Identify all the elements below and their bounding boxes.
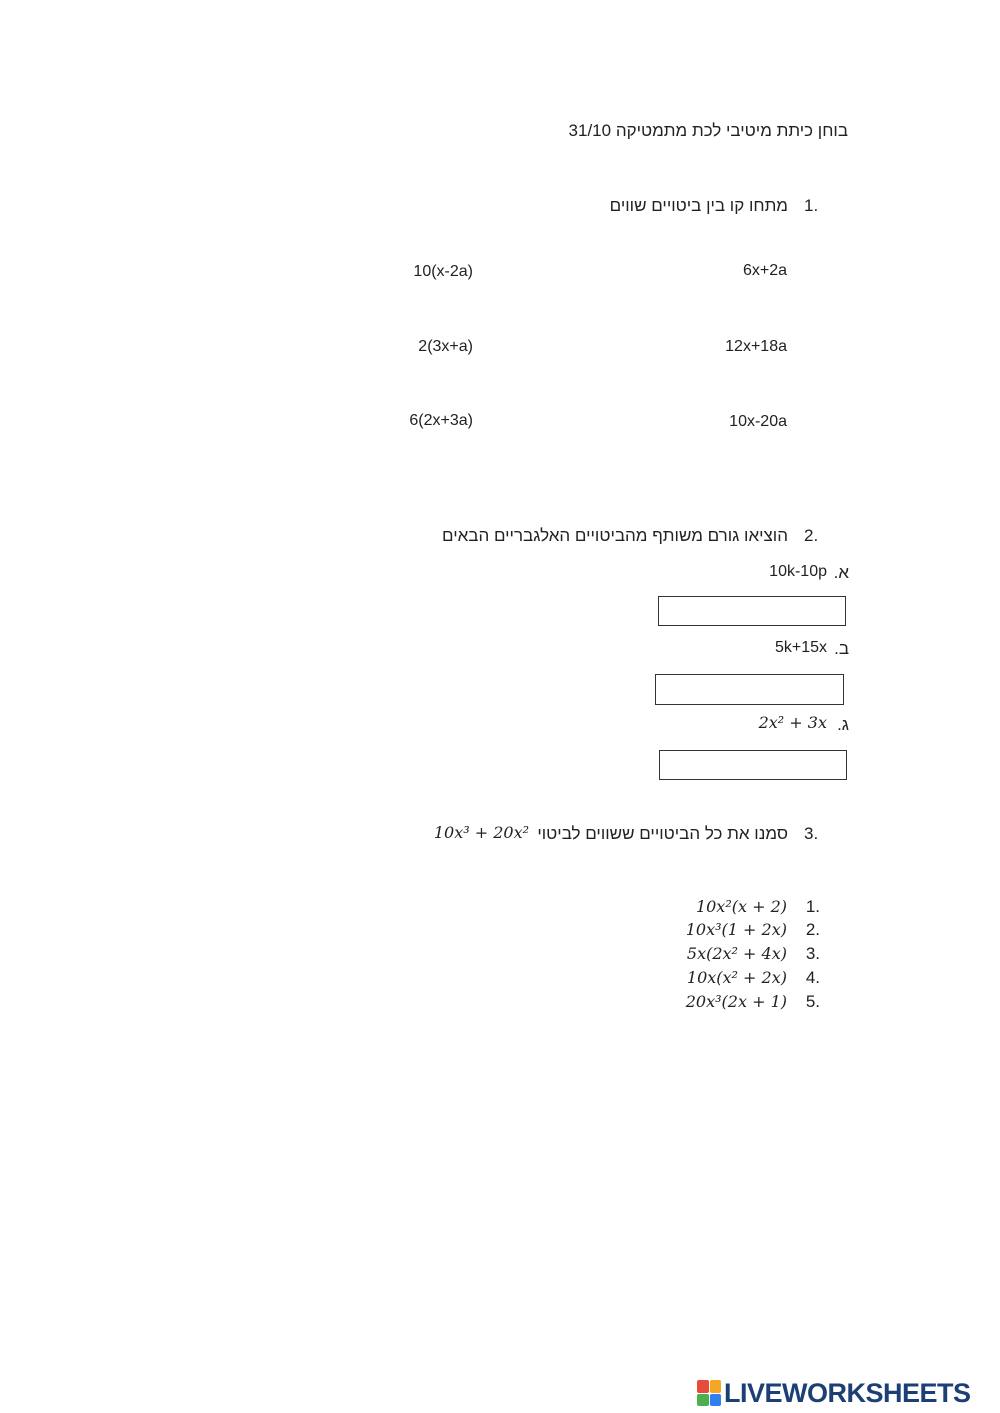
q1-right-expr-1[interactable]: 6x+2a [742, 262, 787, 279]
q1-number: 1. [804, 196, 819, 215]
liveworksheets-logo [697, 1378, 971, 1408]
q2-answer-c-box[interactable] [659, 750, 847, 780]
q3-option-1-expr[interactable]: 10x²(x + 2) [695, 897, 787, 916]
q3-option-2-expr[interactable]: 10x³(1 + 2x) [685, 920, 787, 939]
q2-answer-a-box[interactable] [658, 596, 846, 626]
q2-item-c-letter: ג. [837, 715, 849, 734]
q3-option-4[interactable] [600, 968, 825, 990]
q3-option-5-expr[interactable]: 20x³(2x + 1) [685, 992, 787, 1011]
q3-option-2-number: 2. [805, 920, 820, 939]
q2-item-a-expr: 10k-10p [769, 563, 827, 580]
q2-item-a-letter: א. [833, 563, 849, 582]
q3-option-4-number: 4. [805, 968, 820, 987]
q2-number: 2. [804, 526, 819, 545]
q2-item-c-expr: 2x² + 3x [758, 713, 827, 732]
q3-option-1-number: 1. [805, 897, 820, 916]
q2-answer-a-input[interactable] [659, 597, 845, 625]
q3-option-2[interactable] [600, 920, 825, 942]
q1-left-expr-2[interactable]: 2(3x+a) [418, 338, 473, 355]
logo-square-4 [710, 1394, 722, 1407]
q2-answer-b-input[interactable] [656, 675, 843, 704]
q3-number: 3. [804, 824, 819, 843]
q3-option-3-number: 3. [805, 944, 820, 963]
liveworksheets-logo-icon [697, 1380, 721, 1406]
q2-answer-b-box[interactable] [655, 674, 844, 705]
q2-text: הוציאו גורם משותף מהביטויים האלגבריים הבאים [442, 526, 788, 545]
logo-square-1 [697, 1380, 709, 1393]
q3-text: סמנו את כל הביטויים ששווים לביטוי [537, 824, 788, 843]
worksheet-title: בוחן כיתת מיטיבי לכת מתמטיקה 31/10 [568, 121, 848, 140]
q3-option-5-number: 5. [805, 992, 820, 1011]
q2-item-b-letter: ב. [834, 639, 849, 658]
q2-item-b-expr: 5k+15x [774, 639, 827, 656]
q2-answer-c-input[interactable] [660, 751, 846, 779]
q1-left-expr-3[interactable]: 6(2x+3a) [409, 412, 473, 429]
q3-option-4-expr[interactable]: 10x(x² + 2x) [686, 968, 787, 987]
q3-option-5[interactable] [600, 992, 825, 1014]
q1-left-expr-1[interactable]: 10(x-2a) [413, 263, 473, 280]
q3-option-3[interactable] [600, 944, 825, 966]
q1-right-expr-2[interactable]: 12x+18a [725, 338, 787, 355]
q1-right-expr-3[interactable]: 10x-20a [729, 413, 787, 430]
liveworksheets-logo-text: LIVEWORKSHEETS [724, 1377, 971, 1408]
q3-target-expr: 10x³ + 20x² [433, 823, 529, 842]
logo-square-3 [697, 1394, 709, 1407]
q3-option-3-expr[interactable]: 5x(2x² + 4x) [686, 944, 787, 963]
q3-option-1[interactable] [600, 897, 825, 919]
logo-square-2 [710, 1380, 722, 1393]
q1-text: מתחו קו בין ביטויים שווים [609, 196, 788, 215]
